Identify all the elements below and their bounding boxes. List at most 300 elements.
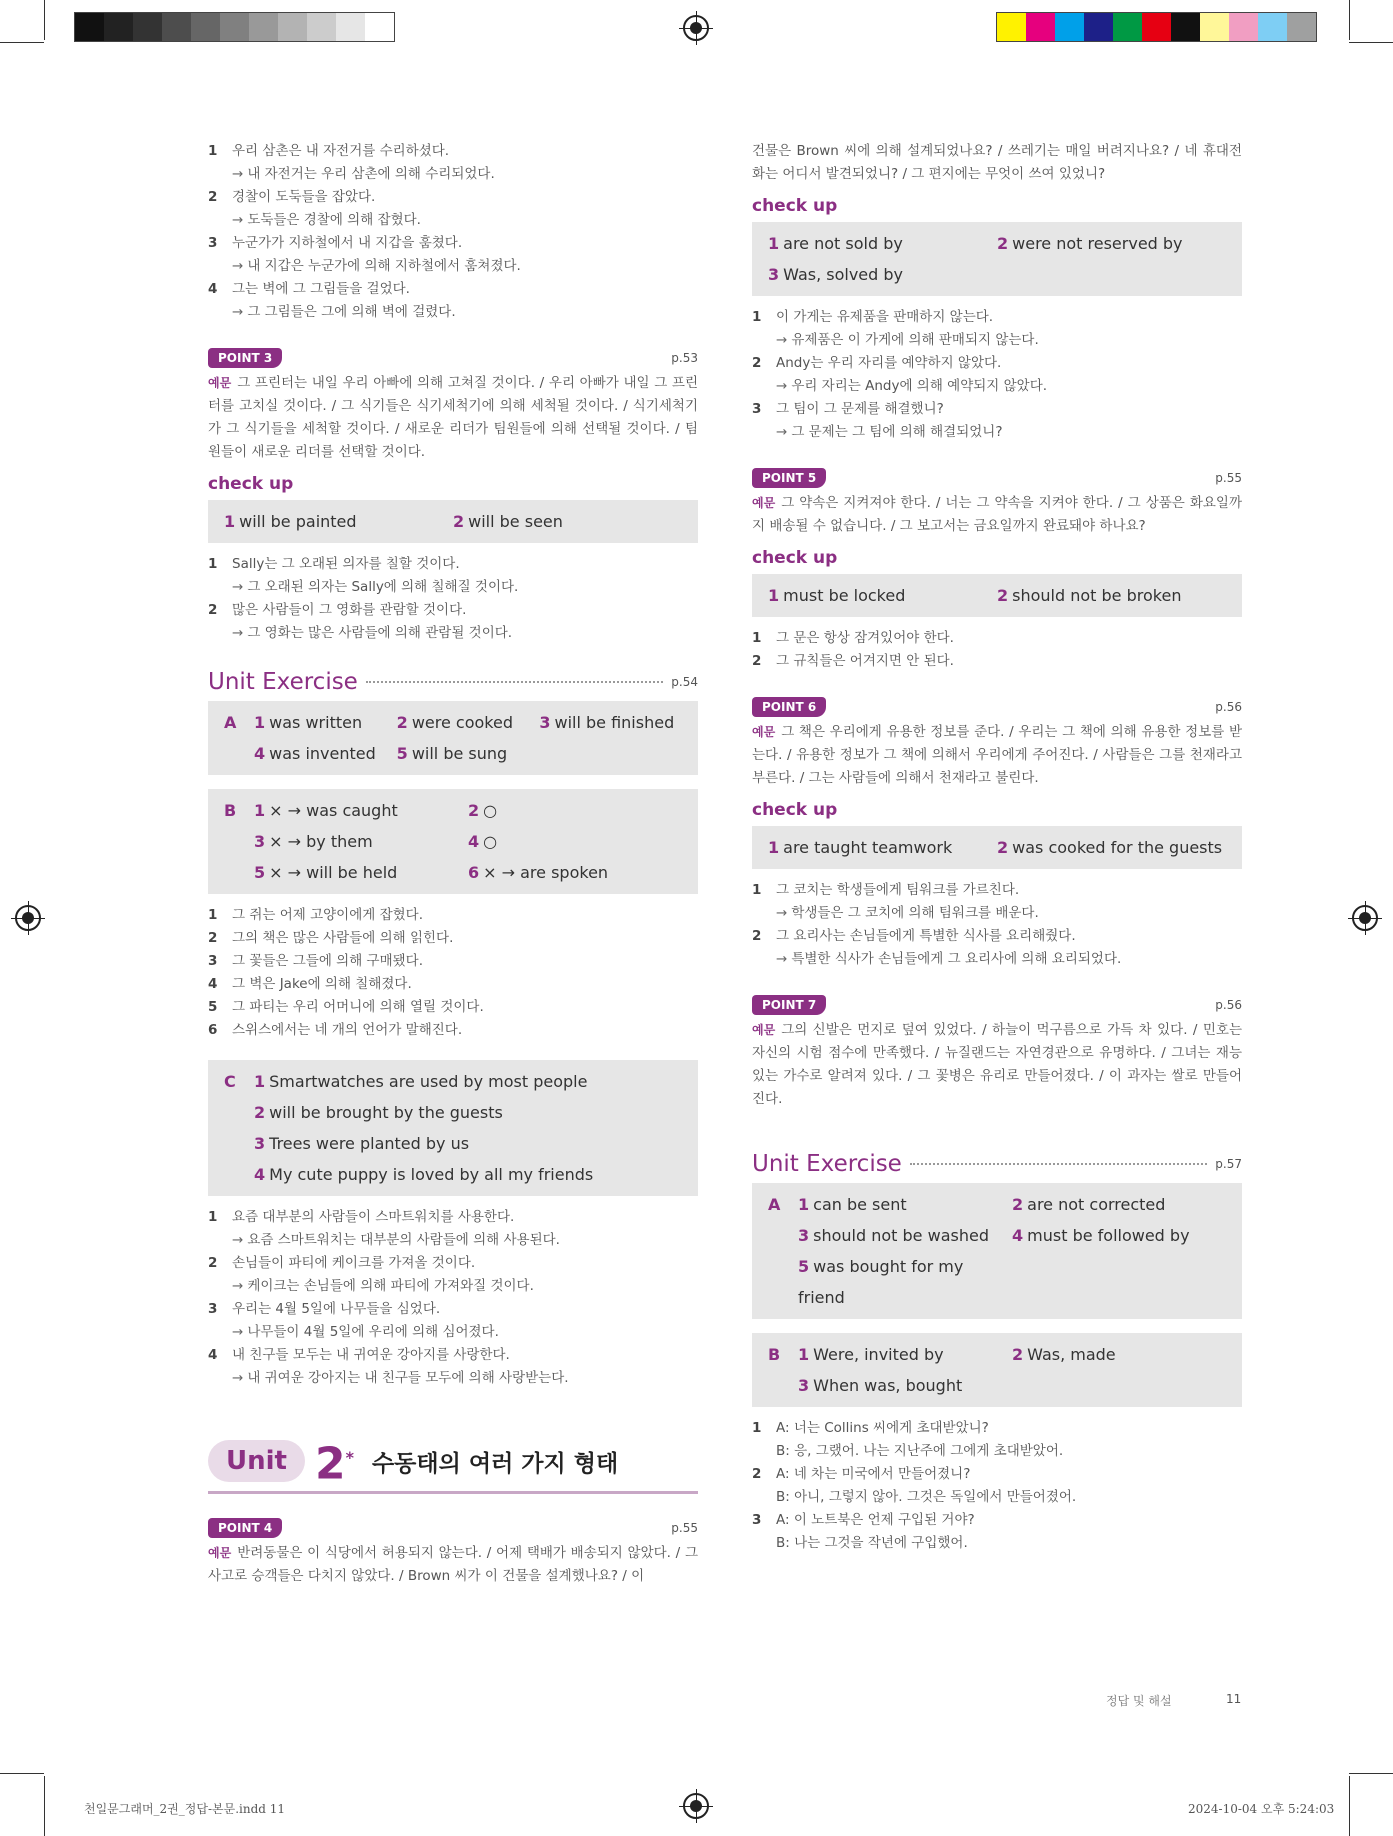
answer-number: 2 (1012, 1345, 1024, 1364)
answer-text: must be followed by (1027, 1226, 1190, 1245)
answer-row (224, 1128, 682, 1159)
unit-number: 2* (314, 1438, 354, 1490)
answer-row (768, 1339, 1226, 1370)
point-badge: POINT 5 (752, 468, 826, 488)
answer-number: 2 (1012, 1195, 1024, 1214)
answer-text: should not be broken (1012, 586, 1182, 605)
answer-cell (453, 506, 682, 537)
color-swatch (365, 13, 394, 41)
answer-text: are not sold by (783, 234, 903, 253)
item-number: 2 (208, 189, 218, 205)
registration-mark-icon (15, 905, 41, 931)
answer-text: When was, bought (813, 1376, 963, 1395)
registration-mark-icon (683, 15, 709, 41)
answer-text: will be brought by the guests (269, 1103, 503, 1122)
answer-number: 1 (798, 1195, 810, 1214)
answer-number: 1 (254, 1072, 266, 1091)
translation-list (208, 904, 698, 1042)
list-item (752, 306, 1242, 329)
answer-number: 2 (997, 234, 1009, 253)
item-text: 경찰이 도둑들을 잡았다. (232, 189, 376, 205)
page-ref: p.53 (671, 351, 698, 365)
answer-cell (1012, 1220, 1226, 1251)
item-number: 4 (208, 976, 218, 992)
answer-number: 5 (798, 1257, 810, 1276)
section-label (224, 1128, 254, 1159)
answer-cell (254, 738, 397, 769)
answer-number: 4 (254, 1165, 266, 1184)
list-item (752, 879, 1242, 902)
answer-box (208, 500, 698, 543)
example-paragraph: 예문 그 프린터는 내일 우리 아빠에 의해 고쳐질 것이다. / 우리 아빠가 내일 그 프린터를 고치실 것이다. / 그 식기들은 식기세척기에 의해 세척될 것이다. / 식기세척기가 그 식기들을 세척할 것이다. / 새로운 리더가 팀원들에 의해 선택될 것이다. / 팀원들이 새로운 리더를 선택할 것이다. (208, 375, 698, 460)
checkup-title: check up (752, 800, 838, 820)
answer-cell (1012, 1189, 1226, 1220)
item-text: 내 친구들 모두는 내 귀여운 강아지를 사랑한다. (232, 1347, 510, 1363)
color-swatch (1287, 13, 1316, 41)
answer-number: 1 (798, 1345, 810, 1364)
item-text: 스위스에서는 네 개의 언어가 말해진다. (232, 1022, 463, 1038)
answer-number: 1 (768, 234, 780, 253)
answer-number: 3 (539, 713, 551, 732)
color-swatch (278, 13, 307, 41)
answer-text: ○ (483, 832, 498, 851)
item-text: 그의 책은 많은 사람들에 의해 읽힌다. (232, 930, 454, 946)
answer-cell (798, 1220, 1012, 1251)
list-item (208, 1298, 698, 1321)
item-answer: → 학생들은 그 코치에 의해 팀워크를 배운다. (752, 902, 1242, 925)
answer-cell (539, 707, 682, 738)
exercise-c-box (208, 1060, 698, 1196)
list-item (752, 925, 1242, 948)
answer-cell (997, 580, 1226, 611)
list-item (752, 398, 1242, 421)
answer-row (224, 1066, 682, 1097)
answer-number: 3 (798, 1376, 810, 1395)
answer-text: was invented (269, 744, 376, 763)
answer-row (768, 832, 1226, 863)
item-number: 1 (208, 907, 218, 923)
answer-row (224, 506, 682, 537)
color-swatch (1113, 13, 1142, 41)
example-paragraph: 예문 그의 신발은 먼지로 덮여 있었다. / 하늘이 먹구름으로 가득 차 있다. / 민호는 자신의 시험 점수에 만족했다. / 뉴질랜드는 자연경관으로 유명하다. / 그녀는 재능 있는 가수로 알려져 있다. / 그 꽃병은 유리로 만들어졌다. / 이 과자는 쌀로 만들어진다. (752, 1022, 1242, 1107)
section-label (224, 738, 254, 769)
answer-text: × → will be held (269, 863, 398, 882)
answer-row (224, 738, 682, 769)
item-text: 그 파티는 우리 어머니에 의해 열릴 것이다. (232, 999, 484, 1015)
left-column (208, 140, 698, 1588)
answer-number: 4 (468, 832, 480, 851)
answer-number: 6 (468, 863, 480, 882)
answer-cell (397, 738, 540, 769)
checkup-title: check up (208, 474, 294, 494)
color-swatch (1171, 13, 1200, 41)
registration-mark-icon (1352, 905, 1378, 931)
translation-list (752, 306, 1242, 444)
item-answer: → 그 그림들은 그에 의해 벽에 걸렸다. (208, 301, 698, 324)
list-item (208, 973, 698, 996)
answer-number: 2 (997, 586, 1009, 605)
item-number: 4 (208, 1347, 218, 1363)
item-answer: → 내 귀여운 강아지는 내 친구들 모두에 의해 사랑받는다. (208, 1367, 698, 1390)
answer-cell (768, 259, 997, 290)
list-item (752, 352, 1242, 375)
list-item (208, 950, 698, 973)
cmyk-color-bar (996, 12, 1317, 42)
item-text: 그 코치는 학생들에게 팀워크를 가르친다. (776, 882, 1020, 898)
answer-box (752, 574, 1242, 617)
dialogue-list (752, 1417, 1242, 1555)
answer-number: 3 (768, 265, 780, 284)
item-number: 6 (208, 1022, 218, 1038)
print-timestamp: 2024-10-04 오후 5:24:03 (1188, 1802, 1335, 1816)
item-answer: → 내 자전거는 우리 삼촌에 의해 수리되었다. (208, 163, 698, 186)
example-paragraph: 예문 그 약속은 지켜져야 한다. / 너는 그 약속을 지켜야 한다. / 그 상품은 화요일까지 배송될 수 없습니다. / 그 보고서는 금요일까지 완료돼야 하나요? (752, 495, 1242, 534)
page-ref: p.55 (671, 1520, 698, 1535)
answer-text: can be sent (813, 1195, 907, 1214)
answer-number: 1 (224, 512, 236, 531)
answer-text: are not corrected (1027, 1195, 1166, 1214)
item-number: 3 (752, 401, 762, 417)
answer-row (224, 707, 682, 738)
list-item (208, 1344, 698, 1367)
answer-cell (798, 1339, 1012, 1370)
answer-cell (254, 1128, 682, 1159)
section-label (224, 1097, 254, 1128)
item-number: 3 (208, 235, 218, 251)
answer-cell (254, 707, 397, 738)
answer-box (752, 826, 1242, 869)
section-label: B (224, 801, 237, 820)
item-number: 5 (208, 999, 218, 1015)
item-answer: → 내 지갑은 누군가에 의해 지하철에서 훔쳐졌다. (208, 255, 698, 278)
item-number: 1 (208, 1209, 218, 1225)
answer-text: Smartwatches are used by most people (269, 1072, 588, 1091)
answer-text: are taught teamwork (783, 838, 953, 857)
item-answer: → 특별한 식사가 손님들에게 그 요리사에 의해 요리되었다. (752, 948, 1242, 971)
section-label: A (768, 1195, 781, 1214)
registration-mark-icon (683, 1793, 709, 1819)
answer-text: Was, solved by (783, 265, 903, 284)
answer-text: ○ (483, 801, 498, 820)
translation-list (752, 627, 1242, 673)
answer-cell (768, 228, 997, 259)
answer-cell (768, 832, 997, 863)
answer-text: Was, made (1027, 1345, 1116, 1364)
item-number: 2 (208, 1255, 218, 1271)
answer-row (224, 1159, 682, 1190)
answer-row (768, 1220, 1226, 1251)
item-text: 그 요리사는 손님들에게 특별한 식사를 요리해줬다. (776, 928, 1076, 944)
item-number: 2 (752, 1466, 762, 1482)
list-item (208, 996, 698, 1019)
answer-cell (397, 707, 540, 738)
color-swatch (336, 13, 365, 41)
answer-text: will be painted (239, 512, 357, 531)
item-number: 2 (752, 653, 762, 669)
answer-cell (468, 826, 682, 857)
crop-mark (1349, 0, 1350, 40)
color-swatch (1258, 13, 1287, 41)
section-label (224, 826, 254, 857)
point-badge: POINT 4 (208, 1518, 282, 1538)
answer-row (224, 857, 682, 888)
item-text: Andy는 우리 자리를 예약하지 않았다. (776, 355, 1002, 371)
answer-number: 3 (254, 1134, 266, 1153)
list-item (752, 650, 1242, 673)
answer-cell (254, 1097, 682, 1128)
answer-number: 5 (396, 744, 408, 763)
section-label (768, 1251, 798, 1313)
translation-list (208, 553, 698, 645)
answer-text: was written (269, 713, 363, 732)
answer-cell (768, 580, 997, 611)
answer-cell (798, 1189, 1012, 1220)
right-column (752, 140, 1242, 1559)
point-badge: POINT 3 (208, 348, 282, 368)
item-answer: → 요즘 스마트워치는 대부분의 사람들에 의해 사용된다. (208, 1229, 698, 1252)
file-name: 천일문그래머_2권_정답-본문.indd 11 (84, 1802, 286, 1816)
answer-text: Were, invited by (813, 1345, 944, 1364)
answer-row (224, 795, 682, 826)
answer-box (752, 222, 1242, 296)
item-answer: → 나무들이 4월 5일에 우리에 의해 심어졌다. (208, 1321, 698, 1344)
item-text: 우리는 4월 5일에 나무들을 심었다. (232, 1301, 441, 1317)
answer-number: 1 (768, 586, 780, 605)
answer-cell (468, 795, 682, 826)
item-answer: → 그 오래된 의자는 Sally에 의해 칠해질 것이다. (208, 576, 698, 599)
page-ref: p.56 (1215, 700, 1242, 714)
color-swatch (162, 13, 191, 41)
example-paragraph: 예문 그 책은 우리에게 유용한 정보를 준다. / 우리는 그 책에 의해 유용한 정보를 받는다. / 유용한 정보가 그 책에 의해서 우리에게 주어진다. / 사람들은 그를 천재라고 부른다. / 그는 사람들에 의해서 천재라고 불린다. (752, 724, 1242, 786)
item-number: 1 (208, 143, 218, 159)
answer-row (768, 228, 1226, 259)
list-item (752, 627, 1242, 650)
color-swatch (1229, 13, 1258, 41)
item-answer: → 그 문제는 그 팀에 의해 해결되었니? (752, 421, 1242, 444)
list-item (208, 1019, 698, 1042)
item-text: 그 꽃들은 그들에 의해 구매됐다. (232, 953, 423, 969)
list-item (208, 904, 698, 927)
item-text: Sally는 그 오래된 의자를 칠할 것이다. (232, 556, 460, 572)
item-answer: → 그 영화는 많은 사람들에 의해 관람될 것이다. (208, 622, 698, 645)
page-number: 11 (1226, 1692, 1242, 1706)
item-number: 4 (208, 281, 218, 297)
answer-cell (1012, 1370, 1226, 1401)
color-swatch (191, 13, 220, 41)
color-swatch (1026, 13, 1055, 41)
section-label (768, 1220, 798, 1251)
answer-cell (468, 857, 682, 888)
footer-label: 정답 및 해설 (1106, 1694, 1172, 1708)
answer-number: 1 (254, 801, 266, 820)
answer-number: 3 (798, 1226, 810, 1245)
answer-row (224, 1097, 682, 1128)
item-text: A: 너는 Collins 씨에게 초대받았니? (776, 1420, 989, 1436)
list-item (208, 278, 698, 301)
list-item (752, 1417, 1242, 1440)
answer-text: was cooked for the guests (1012, 838, 1223, 857)
answer-number: 2 (468, 801, 480, 820)
list-item (208, 599, 698, 622)
list-item (752, 1509, 1242, 1532)
continued-paragraph: 건물은 Brown 씨에 의해 설계되었나요? / 쓰레기는 매일 버려지나요? / 네 휴대전화는 어디서 발견되었니? / 그 편지에는 무엇이 쓰여 있었니? (752, 143, 1242, 182)
answer-text: must be locked (783, 586, 906, 605)
item-number: 1 (752, 882, 762, 898)
gray-color-bar (74, 12, 395, 42)
section-label (224, 1159, 254, 1190)
list-item (208, 232, 698, 255)
item-number: 3 (208, 953, 218, 969)
exercise-a-box (208, 701, 698, 775)
list-item (208, 1206, 698, 1229)
color-swatch (133, 13, 162, 41)
color-swatch (307, 13, 336, 41)
answer-text: Trees were planted by us (269, 1134, 470, 1153)
answer-cell (798, 1370, 1012, 1401)
answer-number: 2 (396, 713, 408, 732)
color-swatch (249, 13, 278, 41)
list-item (752, 1463, 1242, 1486)
answer-row (768, 1189, 1226, 1220)
point-4-header (208, 1518, 698, 1538)
answer-row (768, 259, 1226, 290)
example-paragraph: 예문 반려동물은 이 식당에서 허용되지 않는다. / 어제 택배가 배송되지 않았다. / 그 사고로 승객들은 다치지 않았다. / Brown 씨가 이 건물을 설계했나요? / 이 (208, 1544, 698, 1584)
section-label: B (768, 1345, 781, 1364)
answer-text: × → by them (269, 832, 373, 851)
color-swatch (1084, 13, 1113, 41)
exercise-b-box (208, 789, 698, 894)
answer-cell (539, 738, 682, 769)
answer-text: were cooked (411, 713, 513, 732)
section-label: A (224, 713, 237, 732)
section-label (224, 857, 254, 888)
list-item (208, 553, 698, 576)
section-label (768, 1370, 798, 1401)
item-text: 누군가가 지하철에서 내 지갑을 훔쳤다. (232, 235, 463, 251)
answer-text: were not reserved by (1012, 234, 1183, 253)
item-number: 1 (752, 630, 762, 646)
unit-exercise-header: Unit Exercise p.57 (752, 1151, 1242, 1177)
item-answer: → 유제품은 이 가게에 의해 판매되지 않는다. (752, 329, 1242, 352)
answer-number: 3 (254, 832, 266, 851)
translation-list (208, 1206, 698, 1390)
list-item (208, 140, 698, 163)
color-swatch (997, 13, 1026, 41)
point-badge: POINT 6 (752, 697, 826, 717)
item-number: 2 (208, 930, 218, 946)
item-text: 그 규칙들은 어겨지면 안 된다. (776, 653, 954, 669)
answer-cell (254, 857, 468, 888)
color-swatch (75, 13, 104, 41)
answer-row (768, 1370, 1226, 1401)
item-answer: → 우리 자리는 Andy에 의해 예약되지 않았다. (752, 375, 1242, 398)
unit-2-header (208, 1436, 698, 1494)
item-number: 3 (208, 1301, 218, 1317)
item-text: 이 가게는 유제품을 판매하지 않는다. (776, 309, 994, 325)
item-answer: → 케이크는 손님들에 의해 파티에 가져와질 것이다. (208, 1275, 698, 1298)
crop-mark (44, 0, 45, 40)
item-text: A: 이 노트북은 언제 구입된 거야? (776, 1512, 975, 1528)
color-swatch (220, 13, 249, 41)
answer-cell (254, 1159, 682, 1190)
unit-pill: Unit (208, 1440, 305, 1482)
answer-number: 4 (254, 744, 266, 763)
answer-text: will be finished (554, 713, 675, 732)
crop-mark (1349, 1773, 1393, 1774)
answer-number: 2 (997, 838, 1009, 857)
answer-cell (997, 832, 1226, 863)
unit-title: 수동태의 여러 가지 형태 (371, 1450, 619, 1477)
color-swatch (1200, 13, 1229, 41)
item-answer: → 도둑들은 경찰에 의해 잡혔다. (208, 209, 698, 232)
item-text: 그 팀이 그 문제를 해결했니? (776, 401, 944, 417)
unit-exercise-header: Unit Exercise p.54 (208, 669, 698, 695)
answer-cell (254, 1066, 682, 1097)
item-text: 그 벽은 Jake에 의해 칠해졌다. (232, 976, 412, 992)
item-number: 2 (752, 355, 762, 371)
answer-row (768, 1251, 1226, 1313)
answer-text: was bought for my friend (798, 1257, 964, 1307)
color-swatch (1142, 13, 1171, 41)
item-text: 요즘 대부분의 사람들이 스마트워치를 사용한다. (232, 1209, 515, 1225)
crop-mark (44, 1776, 45, 1836)
item-text: 그는 벽에 그 그림들을 걸었다. (232, 281, 410, 297)
item-number: 1 (752, 1420, 762, 1436)
answer-text: should not be washed (813, 1226, 989, 1245)
answer-text: will be seen (468, 512, 563, 531)
list-item (208, 1252, 698, 1275)
item-number: 1 (752, 309, 762, 325)
answer-cell (798, 1251, 1012, 1313)
answer-row (224, 826, 682, 857)
item-answer: B: 아니, 그렇지 않아. 그것은 독일에서 만들어졌어. (776, 1489, 1077, 1505)
item-number: 2 (752, 928, 762, 944)
list-item (208, 927, 698, 950)
crop-mark (0, 1773, 44, 1774)
point-7-header (752, 995, 1242, 1015)
color-swatch (1055, 13, 1084, 41)
point-6-header (752, 697, 1242, 717)
page-ref: p.55 (1215, 471, 1242, 485)
item-text: 손님들이 파티에 케이크를 가져올 것이다. (232, 1255, 476, 1271)
item-text: 많은 사람들이 그 영화를 관람할 것이다. (232, 602, 467, 618)
crop-mark (1349, 1776, 1350, 1836)
answer-number: 2 (254, 1103, 266, 1122)
answer-text: × → was caught (269, 801, 398, 820)
answer-cell (254, 795, 468, 826)
color-swatch (104, 13, 133, 41)
exercise-b-box (752, 1333, 1242, 1407)
answer-row (768, 580, 1226, 611)
answer-text: My cute puppy is loved by all my friends (269, 1165, 594, 1184)
item-answer: B: 나는 그것을 작년에 구입했어. (776, 1535, 968, 1551)
page-ref: p.56 (1215, 998, 1242, 1012)
crop-mark (0, 42, 44, 43)
answer-cell (1012, 1339, 1226, 1370)
item-number: 2 (208, 602, 218, 618)
answer-cell (1012, 1251, 1226, 1313)
checkup-title: check up (752, 548, 838, 568)
item-text: 우리 삼촌은 내 자전거를 수리하셨다. (232, 143, 450, 159)
point-badge: POINT 7 (752, 995, 826, 1015)
crop-mark (1349, 42, 1393, 43)
answer-text: will be sung (411, 744, 508, 763)
item-text: 그 문은 항상 잠겨있어야 한다. (776, 630, 954, 646)
answer-number: 2 (453, 512, 465, 531)
item-answer: B: 응, 그랬어. 나는 지난주에 그에게 초대받았어. (776, 1443, 1064, 1459)
answer-cell (254, 826, 468, 857)
point-5-header (752, 468, 1242, 488)
